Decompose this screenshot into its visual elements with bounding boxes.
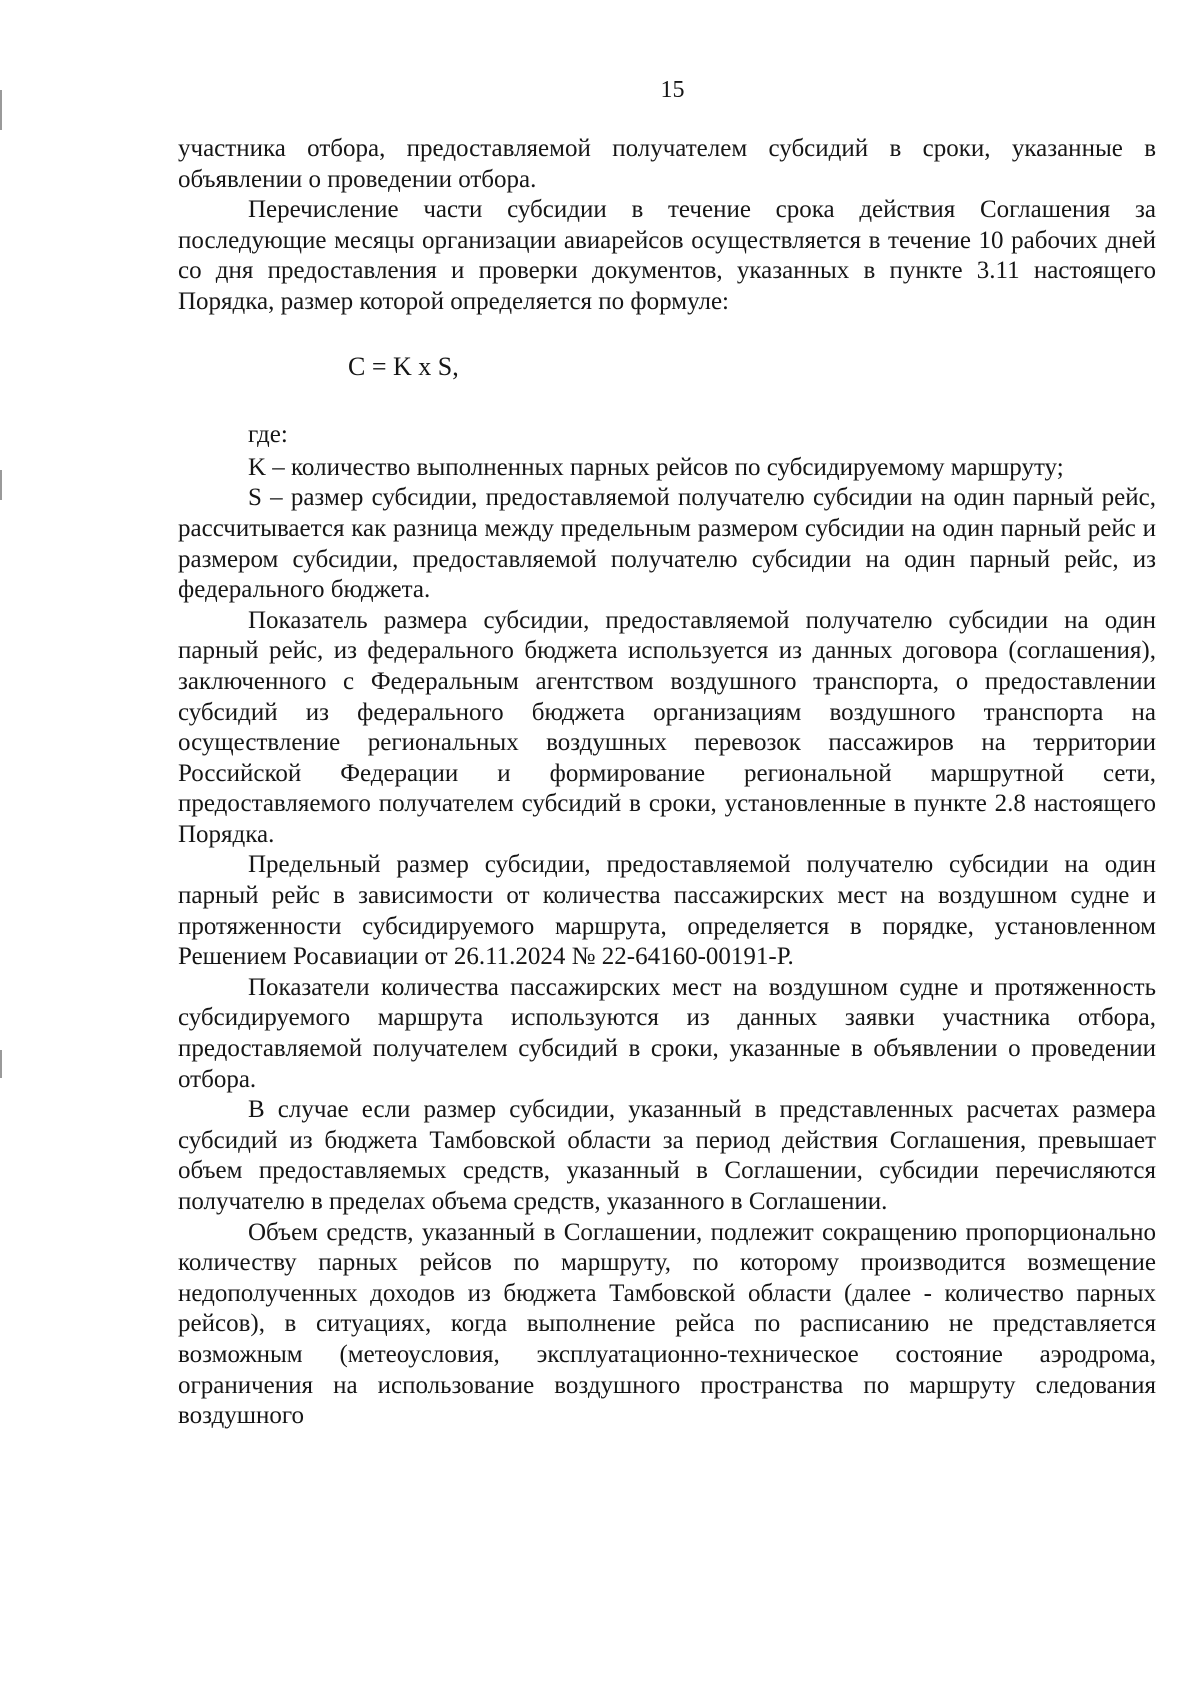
- paragraph-excess-amount: В случае если размер субсидии, указанный в представленных расчетах размера субсидий из бюджета Тамбовской области за период действия Соглашения, превышает объем предоставляемых средств, указанный в Соглашении, субсидии перечисляются получателю в пределах объема средств, указанного в Соглашении.: [178, 1096, 1156, 1215]
- page-number: 15: [660, 77, 685, 103]
- paragraph-reduction: Объем средств, указанный в Соглашении, подлежит сокращению пропорционально количеству парных рейсов по маршруту, по которому производится возмещение недополученных доходов из бюджета Тамбовской области (далее - количество парных рейсов), в ситуациях, когда выполнение рейса по расписанию не представляется возможным (метеоусловия, эксплуатационно-техническое состояние аэродрома, ограничения на использование воздушного пространства по маршруту следования воздушного: [178, 1218, 1156, 1430]
- paragraph-federal-indicator: Показатель размера субсидии, предоставляемой получателю субсидии на один парный рейс, из федерального бюджета используется из данных договора (соглашения), заключенного с Федеральным агентством воздушного транспорта, о предоставлении субсидий из федерального бюджета организациям воздушного транспорта на осуществление региональных воздушных перевозок пассажиров на территории Российской Федерации и формирование региональной маршрутной сети, предоставляемого получателем субсидий в сроки, установленные в пункте 2.8 настоящего Порядка.: [178, 606, 1156, 848]
- document-body: [178, 134, 1156, 1432]
- formula-variable-s: S – размер субсидии, предоставляемой получателю субсидии на один парный рейс, рассчитывается как разница между предельным размером субсидии на один парный рейс и размером субсидии, предоставляемой получателю субсидии на один парный рейс, из федерального бюджета.: [178, 484, 1156, 604]
- subsidy-formula: C = K x S,: [348, 351, 459, 381]
- formula-variable-k: K – количество выполненных парных рейсов по субсидируемому маршруту;: [248, 453, 1064, 481]
- paragraph-transfer-terms: Перечисление части субсидии в течение срока действия Соглашения за последующие месяцы организации авиарейсов осуществляется в течение 10 рабочих дней со дня предоставления и проверки документов, указанных в пункте 3.11 настоящего Порядка, размер которой определяется по формуле:: [178, 196, 1156, 315]
- paragraph-continuation: участника отбора, предоставляемой получателем субсидий в сроки, указанные в объявлении о проведении отбора.: [178, 135, 1156, 193]
- formula-where-label: где:: [248, 421, 288, 449]
- scan-edge-mark: [0, 470, 2, 500]
- paragraph-maximum-subsidy: Предельный размер субсидии, предоставляемой получателю субсидии на один парный рейс в зависимости от количества пассажирских мест на воздушном судне и протяженности субсидируемого маршрута, определяется в порядке, установленном Решением Росавиации от 26.11.2024 № 22-64160-00191-Р.: [178, 851, 1156, 971]
- paragraph-seats-and-length: Показатели количества пассажирских мест на воздушном судне и протяженность субсидируемого маршрута используются из данных заявки участника отбора, предоставляемой получателем субсидий в сроки, указанные в объявлении о проведении отбора.: [178, 973, 1156, 1093]
- scan-edge-mark: [0, 1050, 2, 1078]
